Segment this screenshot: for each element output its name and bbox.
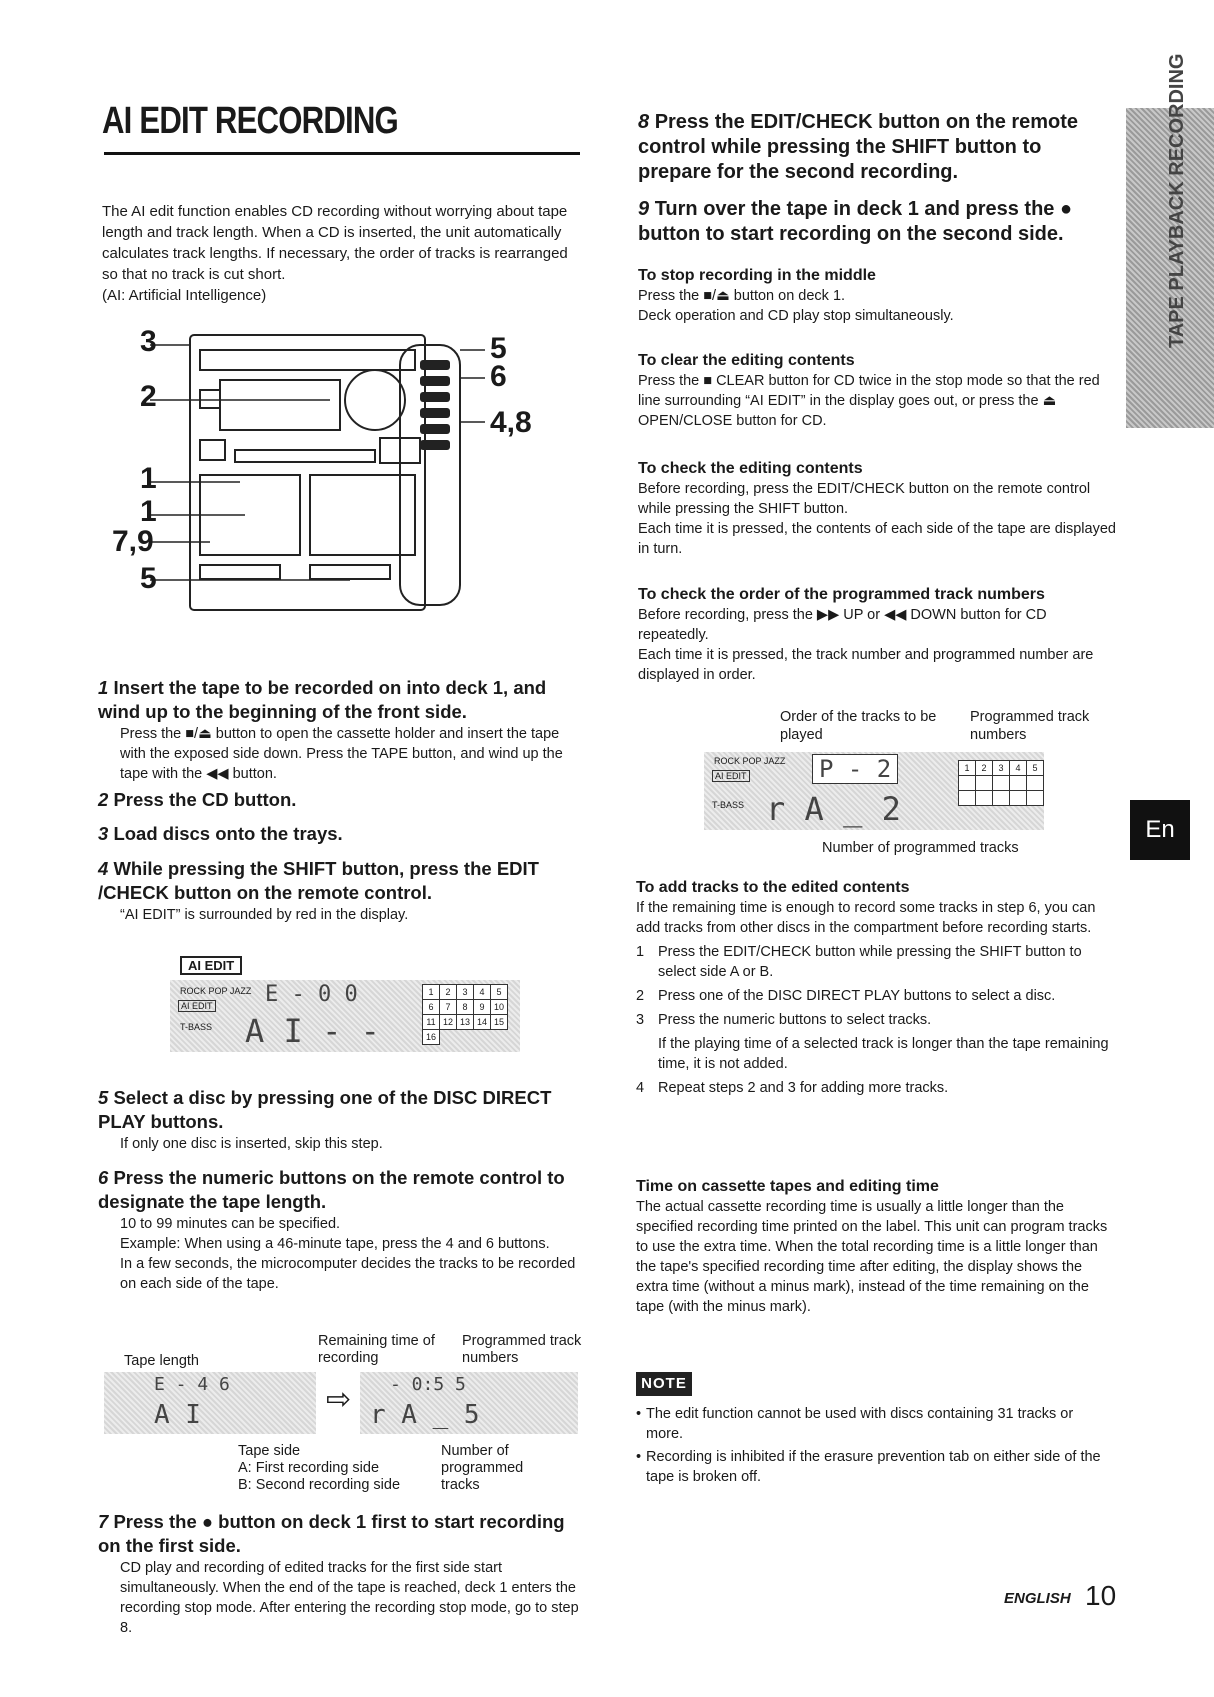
lbl-programmed: Programmed track numbers — [462, 1333, 582, 1366]
grid-cell: 3 — [993, 761, 1010, 776]
grid-cell: 1 — [959, 761, 976, 776]
lcd1-tbass: T-BASS — [180, 1022, 213, 1032]
lbl-order-tracks: Order of the tracks to be played — [780, 709, 937, 743]
add-item-4-text: Repeat steps 2 and 3 for adding more tracks. — [658, 1080, 949, 1096]
add-intro: If the remaining time is enough to record some tracks in step 6, you can add tracks from other discs in the compartment before recording starts. — [636, 900, 1096, 936]
clear-title: To clear the editing contents — [638, 352, 855, 369]
grid-cell: 2 — [440, 985, 457, 1000]
time-title: Time on cassette tapes and editing time — [636, 1178, 939, 1195]
lcd-display-3 — [704, 752, 1044, 830]
add-item-3-note: If the playing time of a selected track is longer than the tape remaining time, it is not added. — [658, 1036, 1109, 1072]
add-item-2: 2 Press one of the DISC DIRECT PLAY buttons to select a disc. — [636, 986, 1114, 1006]
step-1-title: Insert the tape to be recorded on into deck 1, and wind up to the beginning of the front side. — [98, 677, 547, 722]
step-6-title: Press the numeric buttons on the remote control to designate the tape length. — [98, 1167, 565, 1212]
lcd-display-1 — [170, 980, 520, 1052]
step-1-num: 1 — [98, 677, 109, 698]
grid-cell: 6 — [423, 1000, 440, 1015]
step-2-title: Press the CD button. — [113, 789, 297, 810]
grid-cell: 5 — [1027, 761, 1044, 776]
grid-cell: 12 — [440, 1015, 457, 1030]
lbl-number-programmed: Number of programmed tracks — [822, 840, 1019, 856]
section-order — [638, 584, 1116, 685]
intro-note: (AI: Artificial Intelligence) — [102, 287, 267, 304]
lcd1-bottom-digits: A I - - — [245, 1012, 380, 1050]
note-item-2: • Recording is inhibited if the erasure prevention tab on either side of the tape is broken off. — [636, 1447, 1114, 1487]
lbl-side-b: B: Second recording side — [238, 1477, 401, 1493]
add-title: To add tracks to the edited contents — [636, 879, 910, 896]
lcd3-ai-edit: AI EDIT — [712, 770, 750, 782]
add-item-3-text: Press the numeric buttons to select tracks. — [658, 1012, 932, 1028]
page-title: AI EDIT RECORDING — [102, 100, 398, 142]
add-item-4: 4 Repeat steps 2 and 3 for adding more tracks. — [636, 1078, 1114, 1098]
step-9 — [638, 197, 1116, 247]
grid-cell: 16 — [423, 1030, 440, 1045]
label-5b: 5 — [490, 332, 507, 365]
unit-diagram — [110, 325, 570, 650]
intro — [102, 201, 580, 306]
lcd3-top-digits: P - 2 — [812, 754, 898, 784]
step-3-title: Load discs onto the trays. — [113, 823, 343, 844]
lbl-tape-length: Tape length — [124, 1353, 199, 1369]
step-5 — [98, 1086, 582, 1154]
label-3: 3 — [140, 325, 157, 358]
lcd3-bottom-digits: r A _ 2 — [766, 790, 901, 828]
label-1b: 1 — [140, 495, 157, 528]
note-item-1: • The edit function cannot be used with discs containing 31 tracks or more. — [636, 1404, 1114, 1444]
lcd-display-2-right — [360, 1372, 578, 1434]
grid-cell: 4 — [474, 985, 491, 1000]
lcd-display-2-left — [104, 1372, 316, 1434]
lcd2-left-bottom: A I — [154, 1400, 201, 1430]
step-7-body: CD play and recording of edited tracks for the first side start simultaneously. When the end of the tape is reached, deck 1 enters the recording stop mode. After entering the recording stop mode, go to step 8. — [120, 1560, 579, 1636]
check-p1: Before recording, press the EDIT/CHECK button on the remote control while pressing the SHIFT button. — [638, 481, 1091, 517]
stop-line-1: Press the ■/⏏ button on deck 1. — [638, 288, 846, 304]
lcd3-mode: ROCK POP JAZZ — [714, 756, 786, 766]
section-add — [636, 877, 1114, 1098]
grid-cell: 4 — [1010, 761, 1027, 776]
section-check — [638, 458, 1116, 559]
label-1a: 1 — [140, 462, 157, 495]
step-6-body-1: 10 to 99 minutes can be specified. — [120, 1216, 341, 1232]
section-clear — [638, 350, 1116, 431]
step-6 — [98, 1166, 582, 1294]
grid-cell: 8 — [457, 1000, 474, 1015]
page-number: 10 — [1085, 1580, 1117, 1611]
lbl-programmed-numbers: Programmed track numbers — [970, 709, 1090, 743]
step-7-num: 7 — [98, 1511, 109, 1532]
note-1-text: The edit function cannot be used with discs containing 31 tracks or more. — [646, 1406, 1074, 1442]
section-stop — [638, 265, 1116, 326]
step-3 — [98, 822, 582, 846]
label-6: 6 — [490, 360, 507, 393]
grid-cell: 2 — [976, 761, 993, 776]
step-7-title: Press the ● button on deck 1 first to start recording on the first side. — [98, 1511, 565, 1556]
section-time — [636, 1176, 1114, 1317]
step-5-title: Select a disc by pressing one of the DISC DIRECT PLAY buttons. — [98, 1087, 552, 1132]
grid-cell: 14 — [474, 1015, 491, 1030]
step-6-body-3: In a few seconds, the microcomputer decides the tracks to be recorded on each side of the tape. — [120, 1256, 576, 1292]
ai-edit-badge: AI EDIT — [180, 956, 242, 975]
section-side-tab — [1126, 53, 1214, 428]
check-p2: Each time it is pressed, the contents of each side of the tape are displayed in turn. — [638, 521, 1116, 557]
label-5a: 5 — [140, 562, 157, 595]
step-3-num: 3 — [98, 823, 109, 844]
lcd2-right-top: - 0:5 5 — [390, 1374, 466, 1395]
step-2 — [98, 788, 582, 812]
label-4-8: 4,8 — [490, 406, 532, 439]
step-5-body: If only one disc is inserted, skip this step. — [120, 1136, 383, 1152]
step-2-num: 2 — [98, 789, 109, 810]
lcd1-track-grid — [422, 984, 508, 1045]
grid-cell: 5 — [491, 985, 508, 1000]
step-1 — [98, 676, 582, 784]
lcd1-mode: ROCK POP JAZZ — [180, 986, 252, 996]
add-item-1-text: Press the EDIT/CHECK button while pressing the SHIFT button to select side A or B. — [658, 944, 1082, 980]
grid-cell: 7 — [440, 1000, 457, 1015]
grid-cell: 13 — [457, 1015, 474, 1030]
lcd3-track-grid — [958, 760, 1044, 806]
step-4-title: While pressing the SHIFT button, press the EDIT /CHECK button on the remote control. — [98, 858, 539, 903]
grid-cell: 1 — [423, 985, 440, 1000]
step-8-title: Press the EDIT/CHECK button on the remote control while pressing the SHIFT button to prepare for the second recording. — [638, 111, 1079, 183]
clear-text: Press the ■ CLEAR button for CD twice in the stop mode so that the red line surrounding “AI EDIT” in the display goes out, or press the ⏏ OPEN/CLOSE button for CD. — [638, 373, 1100, 429]
time-text: The actual cassette recording time is usually a little longer than the specified recording time printed on the label. This unit can program tracks to use the extra time. When the total recording time is a little longer than the tape's specified recording time after editing, the display shows the extra time (without a minus mark), instead of the time remaining on the tape (with the minus mark). — [636, 1199, 1108, 1315]
add-item-1: 1 Press the EDIT/CHECK button while pressing the SHIFT button to select side A or B. — [636, 942, 1114, 982]
stop-line-2: Deck operation and CD play stop simultaneously. — [638, 308, 954, 324]
order-title: To check the order of the programmed track numbers — [638, 586, 1045, 603]
step-1-body: Press the ■/⏏ button to open the cassette holder and insert the tape with the exposed side down. Press the TAPE button, and wind up the tape with the ◀◀ button. — [120, 726, 563, 782]
stop-title: To stop recording in the middle — [638, 267, 876, 284]
step-6-num: 6 — [98, 1167, 109, 1188]
note-badge: NOTE — [636, 1372, 692, 1396]
grid-cell: 3 — [457, 985, 474, 1000]
step-4 — [98, 857, 582, 925]
grid-cell: 11 — [423, 1015, 440, 1030]
add-item-2-text: Press one of the DISC DIRECT PLAY buttons to select a disc. — [658, 988, 1056, 1004]
step-4-body: “AI EDIT” is surrounded by red in the display. — [120, 907, 409, 923]
notes — [636, 1404, 1114, 1487]
lbl-tape-side-title: Tape side — [238, 1443, 301, 1459]
grid-cell: 9 — [474, 1000, 491, 1015]
label-2: 2 — [140, 380, 157, 413]
step-6-body-2: Example: When using a 46-minute tape, press the 4 and 6 buttons. — [120, 1236, 550, 1252]
grid-cell: 10 — [491, 1000, 508, 1015]
step-8 — [638, 110, 1116, 185]
note-2-text: Recording is inhibited if the erasure prevention tab on either side of the tape is broken off. — [646, 1449, 1101, 1485]
step-8-num: 8 — [638, 111, 650, 133]
language-box: En — [1130, 800, 1190, 860]
footer-lang: ENGLISH — [1004, 1590, 1071, 1607]
lcd3-tbass: T-BASS — [712, 800, 745, 810]
lbl-tape-side — [238, 1443, 400, 1494]
step-4-num: 4 — [98, 858, 109, 879]
order-p1: Before recording, press the ▶▶ UP or ◀◀ DOWN button for CD repeatedly. — [638, 607, 1047, 643]
lcd1-top-digits: E - 0 0 — [265, 982, 358, 1007]
label-7-9: 7,9 — [112, 525, 154, 558]
step-5-num: 5 — [98, 1087, 109, 1108]
step-7 — [98, 1510, 582, 1638]
lbl-remaining-time: Remaining time of recording — [318, 1333, 435, 1366]
step-9-num: 9 — [638, 198, 650, 220]
grid-cell: 15 — [491, 1015, 508, 1030]
add-item-3: 3 Press the numeric buttons to select tracks. — [636, 1010, 1114, 1030]
lcd1-ai-edit: AI EDIT — [178, 1000, 216, 1012]
step-9-title: Turn over the tape in deck 1 and press the ● button to start recording on the second side. — [638, 198, 1073, 245]
lbl-side-a: A: First recording side — [238, 1460, 380, 1476]
lcd2-left-top: E - 4 6 — [154, 1374, 230, 1395]
check-title: To check the editing contents — [638, 460, 863, 477]
title-rule — [104, 152, 580, 155]
order-p2: Each time it is pressed, the track number and programmed number are displayed in order. — [638, 647, 1094, 683]
lcd2-right-bottom: r A _ 5 — [370, 1400, 480, 1430]
arrow-icon: ⇨ — [326, 1383, 352, 1416]
lbl-number-of-tracks: Number of programmed tracks — [441, 1443, 524, 1493]
side-tab-label: TAPE PLAYBACK RECORDING — [1166, 53, 1188, 348]
intro-text: The AI edit function enables CD recording without worrying about tape length and track length. When a CD is inserted, the unit automatically calculates track lengths. If necessary, the order of tracks is rearranged so that no track is cut short. — [102, 203, 568, 283]
